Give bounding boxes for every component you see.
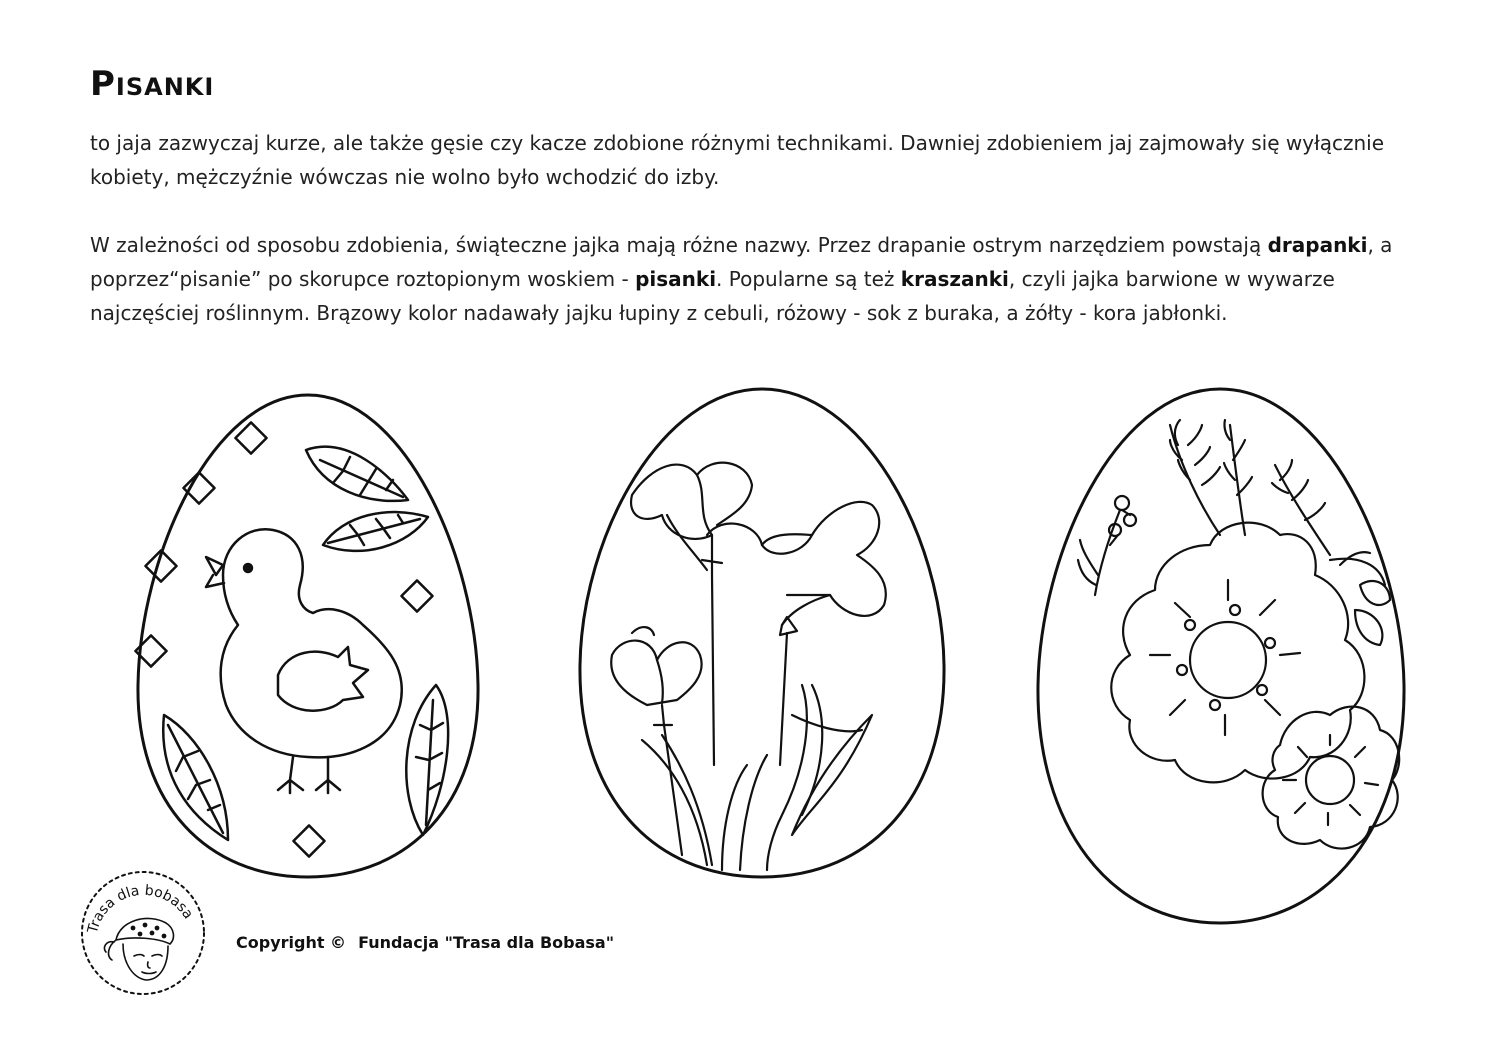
logo-girl-face	[104, 918, 173, 980]
names-text-2: , a poprzez“pisanie” po skorupce roztopionym woskiem -	[90, 233, 1393, 291]
lily-left-flower	[631, 463, 752, 765]
logo-arc-text: Trasa dla bobasa	[84, 882, 197, 936]
leaves-right	[1355, 581, 1390, 645]
term-kraszanki: kraszanki	[900, 267, 1009, 291]
lily-right-flower	[707, 502, 886, 765]
chick-drawing	[206, 529, 402, 793]
names-paragraph	[90, 228, 1420, 330]
term-drapanki: drapanki	[1267, 233, 1368, 257]
leaf-top-1	[306, 447, 408, 501]
names-text-4: , czyli jajka barwione w wywarze najczęściej roślinnym. Brązowy kolor nadawały jajku łupiny z cebuli, różowy - sok z buraka, a żółty - kora jabłonki.	[90, 267, 1335, 325]
egg-chick-illustration	[128, 385, 488, 885]
copyright-holder: Fundacja "Trasa dla Bobasa"	[358, 933, 615, 952]
names-text-3: . Popularne są też	[716, 267, 901, 291]
egg-outline	[1038, 389, 1404, 923]
leaf-top-2	[323, 512, 428, 551]
page-title: Pisanki	[90, 64, 215, 104]
egg-rose-illustration	[1030, 385, 1410, 930]
leaf-bottom-left	[163, 715, 228, 840]
egg-flowers-illustration	[572, 385, 952, 885]
leaves-bottom	[642, 685, 872, 870]
copyright-prefix: Copyright ©	[236, 933, 347, 952]
trasa-logo	[78, 868, 208, 998]
intro-paragraph: to jaja zazwyczaj kurze, ale także gęsie czy kacze zdobione różnymi technikami. Dawniej zdobieniem jaj zajmowały się wyłącznie kobiety, mężczyźnie wówczas nie wolno było wchodzić do izby.	[90, 131, 1385, 189]
egg-outline	[580, 389, 944, 877]
copyright-line	[236, 933, 626, 952]
berry-sprig	[1078, 496, 1136, 595]
term-pisanki: pisanki	[635, 267, 717, 291]
large-flower	[1111, 523, 1364, 783]
fern-branches	[1170, 420, 1385, 585]
crocus-flower	[611, 627, 701, 855]
names-text-1: W zależności od sposobu zdobienia, świąteczne jajka mają różne nazwy. Przez drapanie ostrym narzędziem powstają	[90, 233, 1268, 257]
